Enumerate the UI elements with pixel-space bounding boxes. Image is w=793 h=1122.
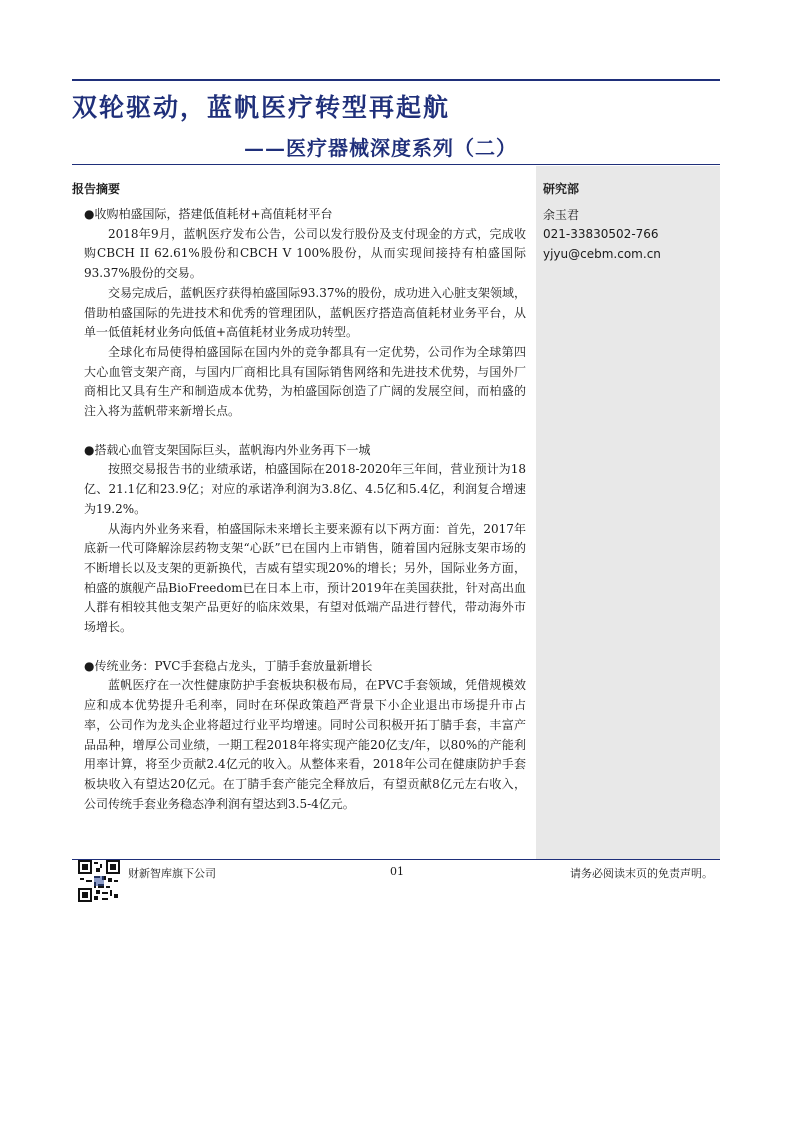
section-heading: ●传统业务：PVC手套稳占龙头，丁腈手套放量新增长	[84, 658, 373, 673]
paragraph: 从海内外业务来看，柏盛国际未来增长主要来源有以下两方面：首先，2017年底新一代可降解涂层药物支架“心跃”已在国内上市销售，随着国内冠脉支架市场的不断增长以及支架的更新换代，吉威有望实现20%的增长；另外，国际业务方面，柏盛的旗舰产品BioFreedom已在日本上市，预计2019年在美国获批，针对高出血人群有相较其他支架产品更好的临床效果，有望对低端产品进行替代，带动海外市场增长。	[84, 521, 526, 635]
footer-rule	[72, 859, 720, 860]
page-number: 01	[390, 865, 404, 878]
report-subtitle: ——医疗器械深度系列（二）	[244, 136, 517, 160]
top-rule	[72, 79, 720, 81]
section-heading: ●收购柏盛国际，搭建低值耗材+高值耗材平台	[84, 207, 333, 221]
sidebar-title: 研究部	[543, 182, 580, 196]
paragraph: 按照交易报告书的业绩承诺，柏盛国际在2018-2020年三年间，营业预计为18亿、21.1亿和23.9亿；对应的承诺净利润为3.8亿、4.5亿和5.4亿，利润复合增速为19.2%。	[84, 462, 526, 516]
main-body	[84, 205, 526, 814]
paragraph: 2018年9月，蓝帆医疗发布公告，公司以发行股份及支付现金的方式，完成收购CBCH II 62.61%股份和CBCH V 100%股份，从而实现间接持有柏盛国际93.37%股份的交易。	[84, 226, 526, 281]
section-heading: ●搭载心血管支架国际巨头，蓝帆海内外业务再下一城	[84, 442, 371, 457]
report-title: 双轮驱动，蓝帆医疗转型再起航	[72, 93, 451, 122]
sidebar-panel	[536, 166, 720, 859]
qr-code-icon	[78, 860, 120, 902]
header-rule	[72, 164, 720, 165]
summary-label: 报告摘要	[72, 182, 121, 196]
paragraph: 全球化布局使得柏盛国际在国内外的竞争都具有一定优势，公司作为全球第四大心血管支架产商，与国内厂商相比具有国际销售网络和先进技术优势，与国外厂商相比又具有生产和制造成本优势，为柏盛国际创造了广阔的发展空间，而柏盛的注入将为蓝帆带来新增长点。	[84, 344, 526, 419]
paragraph: 交易完成后，蓝帆医疗获得柏盛国际93.37%的股份，成功进入心脏支架领域，借助柏盛国际的先进技术和优秀的管理团队，蓝帆医疗搭造高值耗材业务平台，从单一低值耗材业务向低值+高值耗材业务成功转型。	[84, 285, 526, 340]
paragraph: 蓝帆医疗在一次性健康防护手套板块积极布局，在PVC手套领域，凭借规模效应和成本优势提升毛利率，同时在环保政策趋严背景下小企业退出市场提升市占率，公司作为龙头企业将超过行业平均增速。同时公司积极开拓丁腈手套，丰富产品品种，增厚公司业绩，一期工程2018年将实现产能20亿支/年，以80%的产能利用率计算，将至少贡献2.4亿元的收入。从整体来看，2018年公司在健康防护手套板块收入有望达20亿元。在丁腈手套产能完全释放后，有望贡献8亿元左右收入，公司传统手套业务稳态净利润有望达到3.5-4亿元。	[84, 678, 526, 811]
footer-company: 财新智库旗下公司	[128, 867, 216, 880]
analyst-email[interactable]: yjyu@cebm.com.cn	[543, 247, 661, 261]
section-gap	[84, 422, 526, 441]
analyst-phone: 021-33830502-766	[543, 227, 659, 241]
footer-disclaimer: 请务必阅读末页的免责声明。	[570, 867, 713, 880]
section-gap	[84, 638, 526, 657]
analyst-name: 余玉君	[543, 208, 580, 222]
